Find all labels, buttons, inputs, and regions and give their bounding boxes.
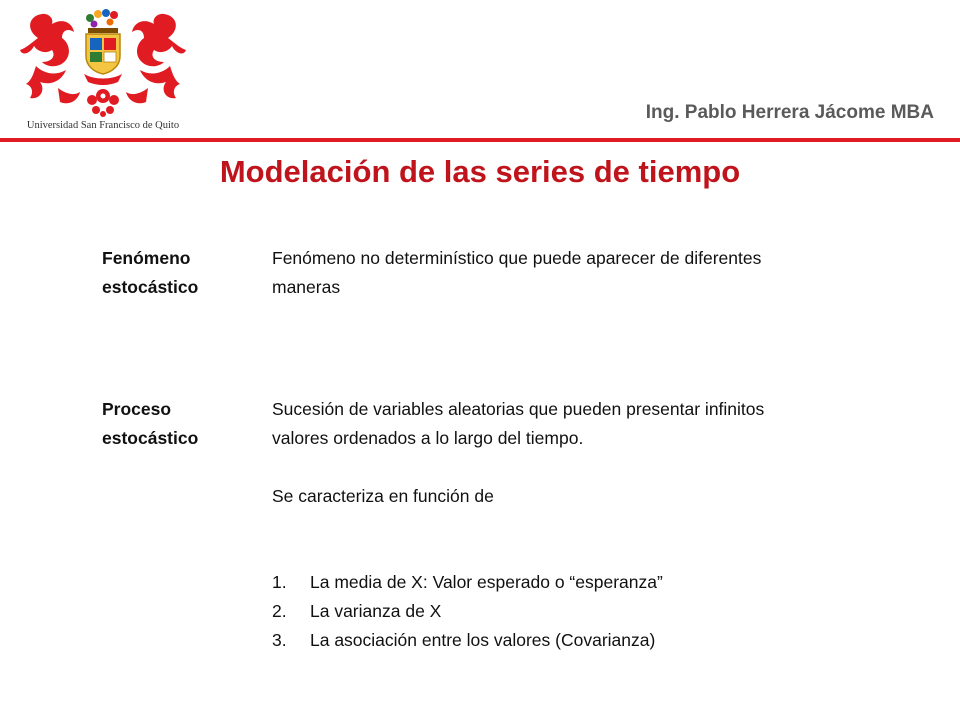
list-item xyxy=(272,568,912,597)
term-fenomeno-estocastico xyxy=(102,244,252,302)
list-text: La media de X: Valor esperado o “esperanza” xyxy=(310,572,663,592)
definition-proceso-estocastico xyxy=(272,395,912,511)
list-number: 3. xyxy=(272,630,287,650)
list-number: 2. xyxy=(272,601,287,621)
slide-title: Modelación de las series de tiempo xyxy=(219,154,741,189)
definition-line: maneras xyxy=(272,277,341,297)
definition-line: Se caracteriza en función de xyxy=(272,486,494,506)
term-line: Fenómeno xyxy=(102,248,191,268)
term-line: estocástico xyxy=(102,277,199,297)
term-proceso-estocastico xyxy=(102,395,252,453)
term-line: estocástico xyxy=(102,428,199,448)
list-item xyxy=(272,597,912,626)
list-item xyxy=(272,626,912,655)
university-name: Universidad San Francisco de Quito xyxy=(26,120,180,131)
header-divider xyxy=(0,138,960,142)
university-logo xyxy=(18,8,188,134)
definition-line: valores ordenados a lo largo del tiempo. xyxy=(272,428,584,448)
university-crest-icon xyxy=(18,8,188,120)
author-name: Ing. Pablo Herrera Jácome MBA xyxy=(645,102,934,123)
list-text: La asociación entre los valores (Covarianza) xyxy=(310,630,656,650)
term-line: Proceso xyxy=(102,399,172,419)
characteristics-list xyxy=(272,568,912,655)
definition-line: Sucesión de variables aleatorias que pueden presentar infinitos xyxy=(272,399,765,419)
list-number: 1. xyxy=(272,572,287,592)
definition-fenomeno-estocastico xyxy=(272,244,912,302)
list-text: La varianza de X xyxy=(310,601,442,621)
definition-line: Fenómeno no determinístico que puede aparecer de diferentes xyxy=(272,248,762,268)
